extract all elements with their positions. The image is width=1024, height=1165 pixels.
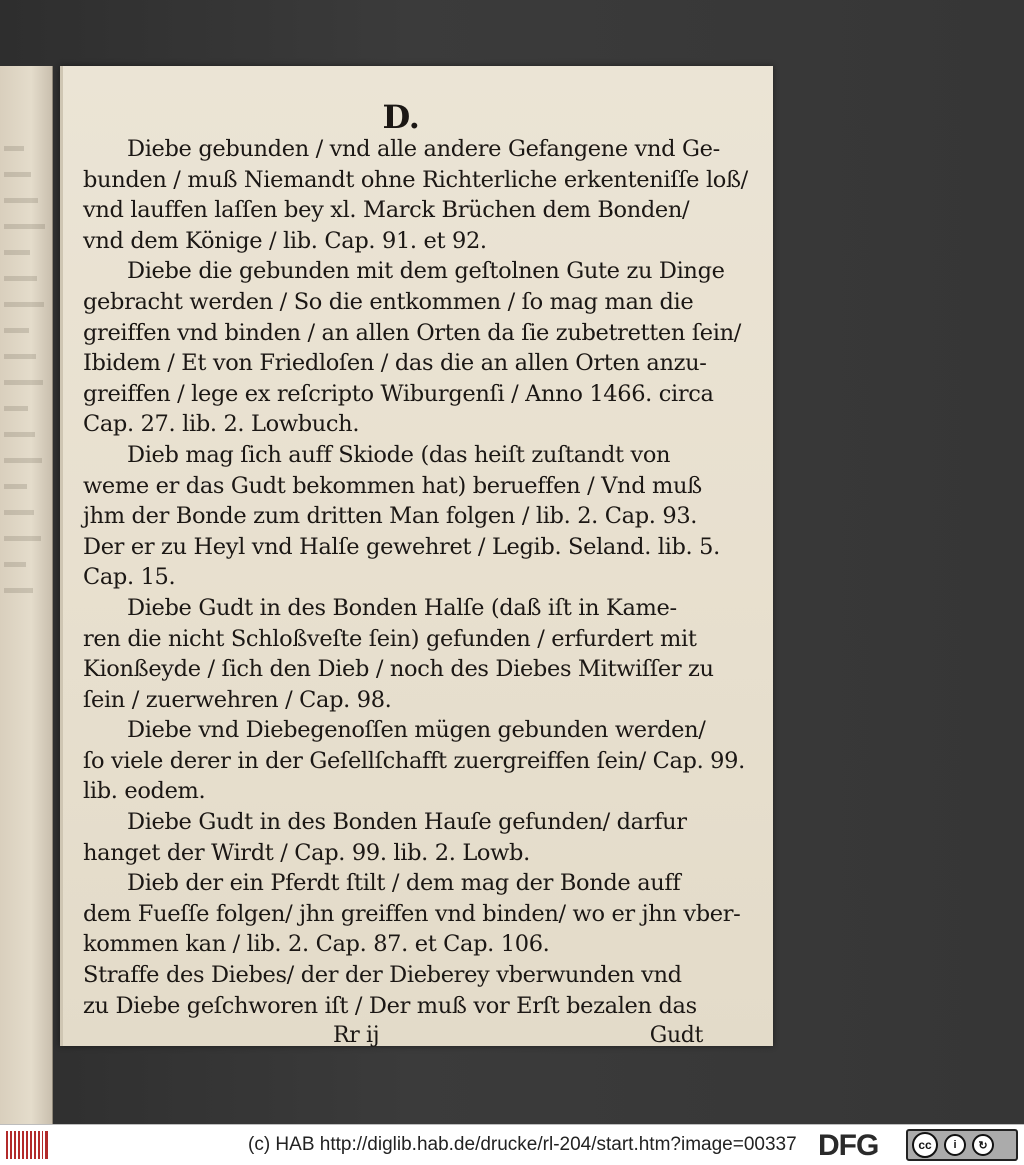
page-header-letter: D. bbox=[382, 98, 420, 136]
by-icon: i bbox=[944, 1134, 966, 1156]
hab-logo-icon bbox=[6, 1131, 48, 1159]
dfg-logo: DFG bbox=[818, 1129, 879, 1162]
text-line: Diebe Gudt in des Bonden Halſe (daß iſt in Kame- bbox=[127, 594, 677, 621]
book-page bbox=[60, 66, 773, 1049]
cc-icon: cc bbox=[912, 1132, 938, 1158]
text-line: Cap. 27. lib. 2. Lowbuch. bbox=[83, 411, 360, 438]
text-line: greiffen vnd binden / an allen Orten da ſie zubetretten ſein/ bbox=[83, 319, 741, 346]
text-line: jhm der Bonde zum dritten Man folgen / lib. 2. Cap. 93. bbox=[83, 503, 698, 530]
text-line: Cap. 15. bbox=[83, 564, 176, 591]
text-line: Diebe die gebunden mit dem geſtolnen Gute zu Dinge bbox=[127, 258, 725, 285]
text-line: Dieb der ein Pferdt ſtilt / dem mag der Bonde auff bbox=[127, 870, 681, 897]
signature-mark: Rr ij bbox=[333, 1023, 380, 1049]
text-line: greiffen / lege ex reſcripto Wiburgenſi / Anno 1466. circa bbox=[83, 380, 714, 407]
cc-license-badge[interactable] bbox=[906, 1129, 1018, 1161]
text-line: Ibidem / Et von Friedloſen / das die an allen Orten anzu- bbox=[83, 350, 707, 377]
text-line: Dieb mag ſich auff Skiode (das heiſt zuſtandt von bbox=[127, 441, 671, 468]
text-line: zu Diebe geſchworen iſt / Der muß vor Erſt bezalen das bbox=[83, 992, 697, 1019]
text-line: Der er zu Heyl vnd Halſe gewehret / Legib. Seland. lib. 5. bbox=[83, 533, 720, 560]
text-line: hanget der Wirdt / Cap. 99. lib. 2. Lowb. bbox=[83, 839, 530, 866]
text-line: gebracht werden / So die entkommen / ſo mag man die bbox=[83, 288, 694, 315]
text-line: vnd dem Könige / lib. Cap. 91. et 92. bbox=[83, 227, 487, 254]
text-line: ren die nicht Schloßveſte ſein) gefunden / erfurdert mit bbox=[83, 625, 697, 652]
sa-icon: ↻ bbox=[972, 1134, 994, 1156]
text-line: weme er das Gudt bekommen hat) berueffen / Vnd muß bbox=[83, 472, 702, 499]
text-lines bbox=[83, 134, 748, 1021]
copyright-link[interactable]: (c) HAB http://diglib.hab.de/drucke/rl-204/start.htm?image=00337 bbox=[248, 1134, 797, 1155]
text-line: Diebe Gudt in des Bonden Hauſe gefunden/ darfur bbox=[127, 809, 687, 836]
page-text bbox=[83, 98, 748, 1052]
text-line: Kionßeyde / ſich den Dieb / noch des Diebes Mitwiſſer zu bbox=[83, 656, 714, 683]
text-line: lib. eodem. bbox=[83, 778, 206, 805]
text-line: Diebe gebunden / vnd alle andere Gefangene vnd Ge- bbox=[127, 136, 720, 162]
text-line: ſein / zuerwehren / Cap. 98. bbox=[83, 686, 392, 713]
text-line: ſo viele derer in der Geſellſchafft zuergreiffen ſein/ Cap. 99. bbox=[83, 747, 745, 774]
text-line: bunden / muß Niemandt ohne Richterliche erkenteniſſe loß/ bbox=[83, 166, 748, 193]
text-line: Straffe des Diebes/ der der Dieberey vberwunden vnd bbox=[83, 962, 682, 989]
text-line: kommen kan / lib. 2. Cap. 87. et Cap. 106. bbox=[83, 931, 550, 958]
text-line: Diebe vnd Diebegenoſſen mügen gebunden werden/ bbox=[127, 717, 706, 744]
footer-bar bbox=[0, 1124, 1024, 1165]
text-line: vnd lauffen laſſen bey xl. Marck Brüchen dem Bonden/ bbox=[83, 197, 690, 224]
signature-row bbox=[83, 1021, 703, 1052]
catchword: Gudt bbox=[649, 1023, 703, 1049]
previous-page-edge bbox=[0, 66, 53, 1124]
text-line: dem Fueſſe folgen/ jhn greiffen vnd binden/ wo er jhn vber- bbox=[83, 900, 741, 927]
